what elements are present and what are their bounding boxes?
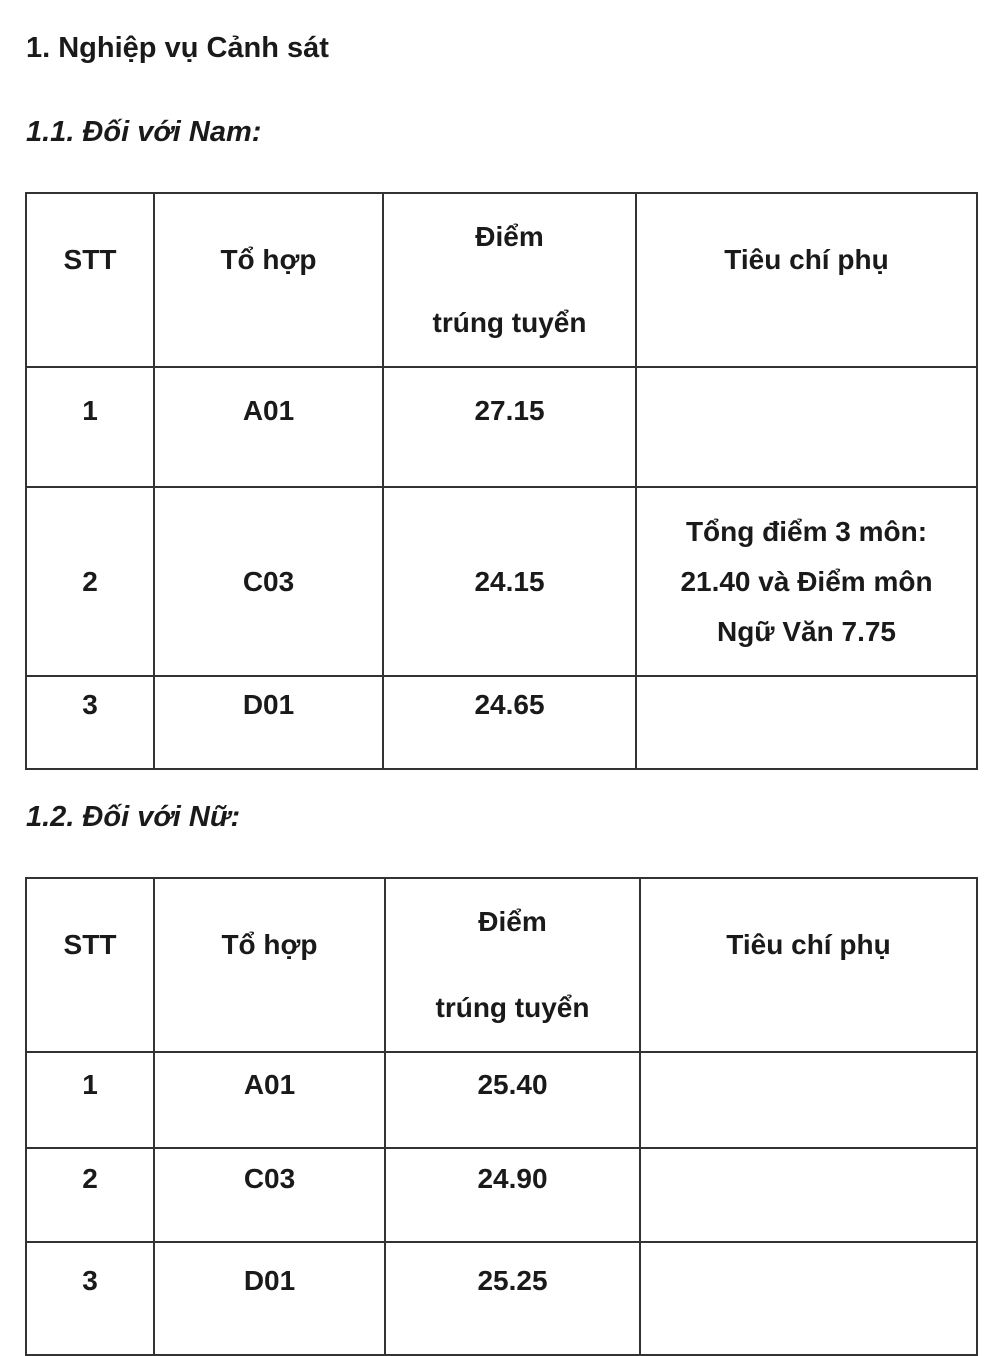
cell-stt: 2	[26, 487, 154, 676]
page-title: 1. Nghiệp vụ Cảnh sát	[26, 32, 329, 64]
cell-stt: 3	[26, 676, 154, 769]
table-row	[26, 1052, 977, 1148]
cell-combination: C03	[154, 1148, 385, 1242]
column-header-score-line2: trúng tuyển	[435, 992, 590, 1023]
cell-combination: A01	[154, 1052, 385, 1148]
cell-score: 24.90	[385, 1148, 640, 1242]
table-header-row	[26, 878, 977, 1052]
table-row	[26, 367, 977, 487]
criteria-line1: Tổng điểm 3 môn:	[685, 515, 928, 547]
column-header-score	[385, 878, 640, 1052]
cell-score: 25.40	[385, 1052, 640, 1148]
cell-combination: C03	[154, 487, 383, 676]
cell-criteria	[640, 1242, 977, 1355]
cell-criteria	[640, 1052, 977, 1148]
cell-score: 24.15	[383, 487, 636, 676]
cell-stt: 3	[26, 1242, 154, 1355]
table-row	[26, 487, 977, 676]
cell-criteria	[636, 487, 977, 676]
table-row	[26, 676, 977, 769]
column-header-combination: Tổ hợp	[154, 878, 385, 1052]
cell-stt: 1	[26, 1052, 154, 1148]
column-header-score-line2: trúng tuyển	[432, 307, 587, 338]
column-header-score	[383, 193, 636, 367]
cell-criteria	[640, 1148, 977, 1242]
section-title-female: 1.2. Đối với Nữ:	[26, 801, 241, 833]
table-header-row	[26, 193, 977, 367]
criteria-line2: 21.40 và Điểm môn	[680, 565, 933, 597]
column-header-stt: STT	[26, 193, 154, 367]
score-table-male	[25, 192, 978, 770]
criteria-line3: Ngữ Văn 7.75	[716, 615, 896, 647]
column-header-criteria: Tiêu chí phụ	[640, 878, 977, 1052]
cell-score: 25.25	[385, 1242, 640, 1355]
column-header-criteria: Tiêu chí phụ	[636, 193, 977, 367]
column-header-score-line1: Điểm	[478, 906, 547, 937]
cell-combination: A01	[154, 367, 383, 487]
column-header-stt: STT	[26, 878, 154, 1052]
score-table-female	[25, 877, 978, 1356]
cell-combination: D01	[154, 1242, 385, 1355]
cell-criteria	[636, 367, 977, 487]
column-header-combination: Tổ hợp	[154, 193, 383, 367]
section-title-male: 1.1. Đối với Nam:	[26, 116, 262, 148]
cell-stt: 2	[26, 1148, 154, 1242]
cell-score: 24.65	[383, 676, 636, 769]
table-row	[26, 1242, 977, 1355]
column-header-score-line1: Điểm	[475, 221, 544, 252]
cell-combination: D01	[154, 676, 383, 769]
cell-score: 27.15	[383, 367, 636, 487]
cell-criteria	[636, 676, 977, 769]
table-row	[26, 1148, 977, 1242]
cell-stt: 1	[26, 367, 154, 487]
